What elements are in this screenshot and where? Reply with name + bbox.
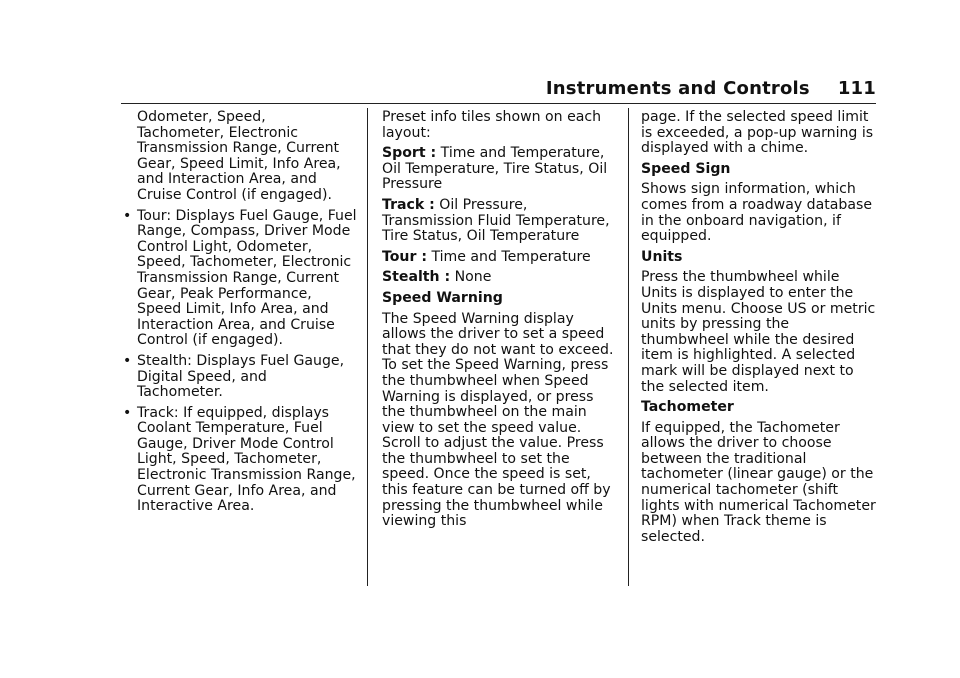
preset-stealth bbox=[382, 270, 614, 286]
column-1 bbox=[121, 110, 357, 520]
speed-sign-body: Shows sign information, which comes from a roadway database in the onboard navigation, if equipped. bbox=[641, 181, 873, 245]
bullet-marker: • bbox=[123, 404, 132, 421]
units-heading: Units bbox=[641, 248, 683, 265]
page-number: 111 bbox=[837, 78, 876, 99]
presets-intro: Preset info tiles shown on each layout: bbox=[382, 109, 602, 141]
column-divider bbox=[367, 108, 368, 586]
column-3 bbox=[641, 110, 876, 550]
preset-label: Track : bbox=[382, 196, 435, 213]
bullet-continuation: Odometer, Speed, Tachometer, Electronic Transmission Range, Current Gear, Speed Limit, Info Area, and Interaction Area, and Cruise Control (if engaged). bbox=[137, 109, 341, 203]
bullet-item-track bbox=[121, 406, 357, 515]
tachometer-body: If equipped, the Tachometer allows the driver to choose between the traditional tachometer (linear gauge) or the numerical tachometer (shift lights with numerical Tachometer RPM) when Track theme is selected. bbox=[641, 419, 876, 545]
preset-value: None bbox=[454, 269, 492, 286]
bullet-text: Tour: Displays Fuel Gauge, Fuel Range, Compass, Driver Mode Control Light, Odometer, Speed, Tachometer, Electronic Transmission Range, Current Gear, Peak Performance, Speed Limit, Info Area, and Interaction Area, and Cruise Control (if engaged). bbox=[137, 207, 357, 349]
speed-warning-continuation: page. If the selected speed limit is exceeded, a pop-up warning is displayed with a chime. bbox=[641, 109, 874, 157]
preset-label: Sport : bbox=[382, 145, 437, 162]
preset-tour bbox=[382, 250, 614, 266]
preset-value: Time and Temperature bbox=[431, 248, 591, 265]
bullet-marker: • bbox=[123, 207, 132, 224]
speed-warning-body: The Speed Warning display allows the driver to set a speed that they do not want to exceed. To set the Speed Warning, press the thumbwheel when Speed Warning is displayed, or press the thumbwheel on the main view to set the speed value. Scroll to adjust the value. Press the thumbwheel to set the speed. Once the speed is set, this feature can be turned off by pressing the thumbwheel while viewing this bbox=[382, 310, 614, 530]
column-2 bbox=[382, 110, 614, 535]
preset-track bbox=[382, 198, 614, 245]
bullet-marker: • bbox=[123, 352, 132, 369]
bullet-text: Track: If equipped, displays Coolant Temperature, Fuel Gauge, Driver Mode Control Light, Speed, Tachometer, Electronic Transmission Range, Current Gear, Info Area, and Interactive Area. bbox=[137, 404, 356, 515]
preset-value: Oil Pressure, Transmission Fluid Temperature, Tire Status, Oil Temperature bbox=[382, 196, 610, 245]
preset-sport bbox=[382, 146, 614, 193]
section-title: Instruments and Controls bbox=[545, 78, 810, 99]
bullet-item-tour bbox=[121, 209, 357, 349]
speed-warning-heading: Speed Warning bbox=[382, 289, 503, 306]
tachometer-heading: Tachometer bbox=[641, 399, 734, 416]
preset-value: Time and Temperature, Oil Temperature, Tire Status, Oil Pressure bbox=[382, 145, 608, 193]
bullet-item-stealth bbox=[121, 354, 357, 401]
preset-label: Stealth : bbox=[382, 269, 451, 286]
bullet-text: Stealth: Displays Fuel Gauge, Digital Speed, and Tachometer. bbox=[137, 352, 345, 401]
units-body: Press the thumbwheel while Units is displayed to enter the Units menu. Choose US or metric units by pressing the thumbwheel while the desired item is highlighted. A selected mark will be displayed next to the selected item. bbox=[641, 269, 876, 395]
column-divider bbox=[628, 108, 629, 586]
speed-sign-heading: Speed Sign bbox=[641, 160, 731, 177]
header-divider bbox=[121, 103, 876, 104]
preset-label: Tour : bbox=[382, 248, 427, 265]
page-header bbox=[0, 78, 876, 102]
